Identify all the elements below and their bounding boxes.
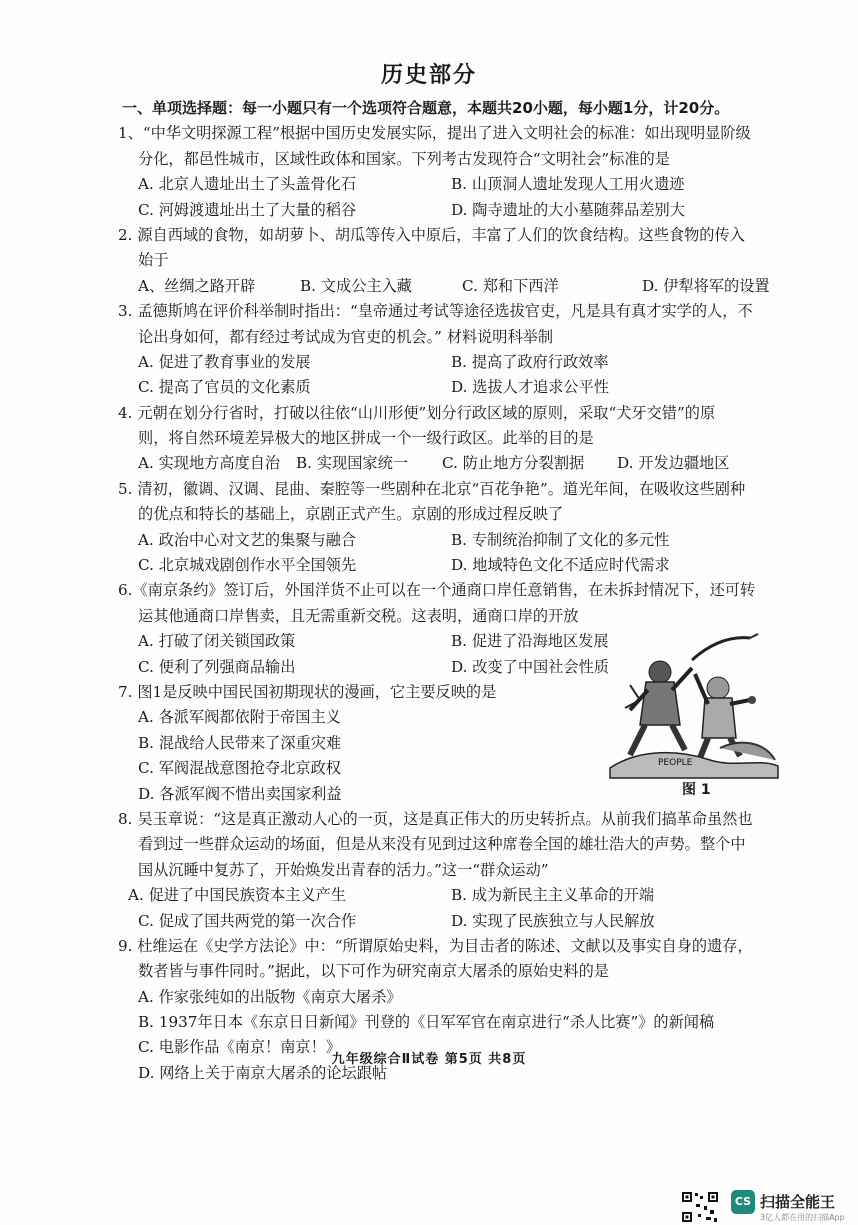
page-footer: 九年级综合Ⅱ试卷 第5页 共8页	[331, 1052, 527, 1067]
option-b: B. 促进了沿海地区发展	[451, 632, 609, 651]
question-text: 3. 孟德斯鸠在评价科举制时指出：“皇帝通过考试等途径选拔官吏，凡是具有真才实学的人，不	[118, 302, 753, 321]
question-8	[118, 807, 793, 934]
camscanner-logo-icon: CS	[731, 1190, 755, 1214]
option-d: D. 伊犁将军的设置	[642, 276, 770, 295]
option-d: D. 实现了民族独立与人民解放	[451, 911, 655, 930]
option-a: A. 实现地方高度自治	[138, 454, 281, 473]
question-text: 则，将自然环境差异极大的地区拼成一个一级行政区。此举的目的是	[138, 429, 594, 448]
question-1	[118, 121, 793, 223]
option-d: D. 地域特色文化不适应时代需求	[451, 556, 670, 575]
option-c: C. 防止地方分裂割据	[442, 454, 585, 473]
option-b: B. 1937年日本《东京日日新闻》刊登的《日军军官在南京进行“杀人比赛”》的新闻稿	[138, 1013, 715, 1032]
option-b: B. 成为新民主主义革命的开端	[451, 886, 655, 905]
option-b: B. 实现国家统一	[296, 454, 408, 473]
option-d: D. 陶寺遗址的大小墓随葬品差别大	[451, 200, 685, 219]
option-row	[118, 375, 793, 400]
option-c: C. 便利了列强商品输出	[138, 657, 296, 676]
option-c: C. 郑和下西洋	[462, 276, 559, 295]
page-title: 历史部分	[380, 63, 477, 88]
question-text: 运其他通商口岸售卖，且无需重新交税。这表明，通商口岸的开放	[138, 606, 579, 625]
option-row	[118, 274, 793, 299]
option-a: A. 打破了闭关锁国政策	[138, 632, 296, 651]
question-text: 8. 吴玉章说：“这是真正激动人心的一页，这是真正伟大的历史转折点。从前我们搞革命虽然也	[118, 809, 753, 828]
question-text: 4. 元朝在划分行省时，打破以往依“山川形便”划分行政区域的原则，采取“犬牙交错”的原	[118, 403, 716, 422]
question-text: 的优点和特长的基础上，京剧正式产生。京剧的形成过程反映了	[138, 505, 564, 524]
question-text: 始于	[138, 251, 169, 270]
option-c: C. 提高了官员的文化素质	[138, 378, 311, 397]
question-text: 5. 清初，徽调、汉调、昆曲、秦腔等一些剧种在北京“百花争艳”。道光年间，在吸收这些剧种	[118, 479, 746, 498]
option-d: D. 选拔人才追求公平性	[451, 378, 609, 397]
option-c: C. 北京城戏剧创作水平全国领先	[138, 556, 357, 575]
option-c: C. 河姆渡遗址出土了大量的稻谷	[138, 200, 357, 219]
option-a: A. 各派军阀都依附于帝国主义	[138, 708, 341, 727]
option-d: D. 网络上关于南京大屠杀的论坛跟帖	[138, 1063, 388, 1082]
question-text: 看到过一些群众运动的场面，但是从来没有见到过这种席卷全国的雄壮浩大的声势。整个中	[138, 835, 746, 854]
question-5	[118, 477, 793, 579]
question-text: 1、“中华文明探源工程”根据中国历史发展实际，提出了进入文明社会的标准：如出现明显阶级	[118, 124, 751, 143]
scanner-app-name: 扫描全能王	[760, 1193, 836, 1211]
question-content	[118, 96, 793, 1086]
section-header: 一、单项选择题：每一小题只有一个选项符合题意，本题共20小题，每小题1分，计20分。	[122, 99, 730, 117]
option-row	[118, 451, 793, 476]
option-a: A. 北京人遗址出土了头盖骨化石	[138, 175, 357, 194]
option-d: D. 改变了中国社会性质	[451, 657, 609, 676]
option-d: D. 各派军阀不惜出卖国家利益	[138, 784, 342, 803]
option-row	[118, 172, 793, 197]
figure-label: 图 1	[682, 782, 711, 798]
question-text: 数者皆与事件同时。”据此，以下可作为研究南京大屠杀的原始史料的是	[138, 962, 609, 981]
option-c: C. 促成了国共两党的第一次合作	[138, 911, 357, 930]
option-a: A. 促进了中国民族资本主义产生	[128, 886, 347, 905]
option-c: C. 电影作品《南京！南京！》	[138, 1038, 341, 1057]
option-b: B. 提高了政府行政效率	[451, 352, 609, 371]
qr-code-icon	[680, 1190, 720, 1225]
option-b: B. 专制统治抑制了文化的多元性	[451, 530, 670, 549]
scanner-app-tagline: 3亿人都在用的扫描App	[760, 1213, 845, 1222]
question-text: 9. 杜维运在《史学方法论》中：“所谓原始史料，为目击者的陈述、文献以及事实自身的遗存，	[118, 936, 753, 955]
option-d: D. 开发边疆地区	[617, 454, 730, 473]
option-a: A、丝绸之路开辟	[138, 276, 256, 295]
warlord-cartoon-image	[600, 630, 785, 780]
option-a: A. 促进了教育事业的发展	[138, 352, 311, 371]
option-a: A. 政治中心对文艺的集聚与融合	[138, 530, 357, 549]
option-row	[118, 350, 793, 375]
question-3	[118, 299, 793, 401]
question-text: 2. 源自西域的食物，如胡萝卜、胡瓜等传入中原后，丰富了人们的饮食结构。这些食物的传入	[118, 225, 745, 244]
option-b: B. 混战给人民带来了深重灾难	[138, 733, 342, 752]
option-a: A. 作家张纯如的出版物《南京大屠杀》	[138, 987, 402, 1006]
option-b: B. 文成公主入藏	[300, 276, 412, 295]
question-text: 国从沉睡中复苏了，开始焕发出青春的活力。”这一“群众运动”	[138, 860, 549, 879]
option-row	[118, 553, 793, 578]
option-row	[118, 883, 793, 908]
option-row	[118, 528, 793, 553]
question-text: 分化，都邑性城市，区域性政体和国家。下列考古发现符合“文明社会”标准的是	[138, 149, 670, 168]
option-row	[118, 909, 793, 934]
cartoon-label-people: PEOPLE	[658, 758, 693, 768]
question-text: 6.《南京条约》签订后，外国洋货不止可以在一个通商口岸任意销售，在未拆封情况下，还可转	[118, 581, 756, 600]
question-text: 论出身如何，都有经过考试成为官吏的机会。” 材料说明科举制	[138, 327, 554, 346]
option-row	[118, 198, 793, 223]
question-2	[118, 223, 793, 299]
option-c: C. 军阀混战意图抢夺北京政权	[138, 759, 341, 778]
question-4	[118, 401, 793, 477]
option-b: B. 山顶洞人遗址发现人工用火遗迹	[451, 175, 685, 194]
question-text: 7. 图1是反映中国民国初期现状的漫画，它主要反映的是	[118, 682, 497, 701]
